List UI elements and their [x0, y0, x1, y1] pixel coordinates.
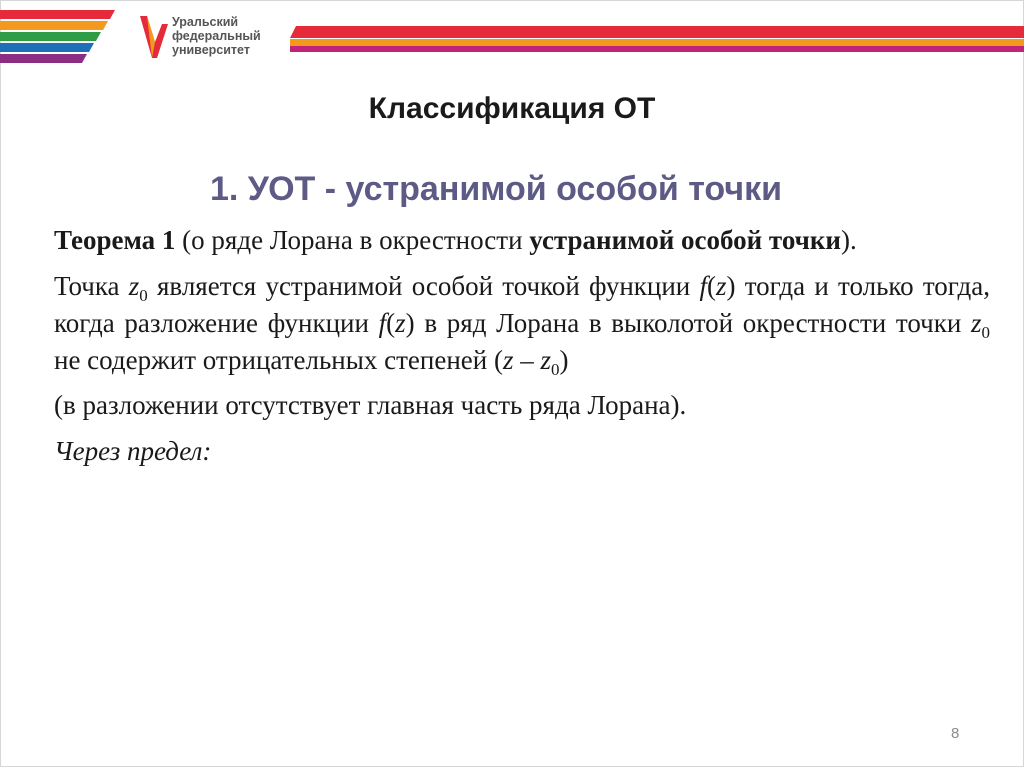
- statement-part-3: тогда и только тогда, когда разложение функции: [54, 271, 990, 338]
- paren-open: (: [386, 308, 396, 338]
- header-stripes-right: [290, 26, 1024, 52]
- stripe-right-magenta: [290, 46, 1024, 52]
- slide-title: Классификация ОТ: [368, 92, 656, 125]
- statement-part-5: не содержит отрицательных степеней (: [54, 345, 503, 375]
- theorem-heading: [54, 222, 990, 259]
- stripe-red: [0, 10, 115, 19]
- slide-body: [54, 222, 990, 470]
- paren-open: (: [706, 271, 716, 301]
- statement-part-2: является устранимой особой точкой функции: [147, 271, 700, 301]
- limit-label: Через предел:: [54, 436, 212, 466]
- variable-z: z: [128, 271, 140, 301]
- statement-part-1: Точка: [54, 271, 129, 301]
- logo-line-1: Уральский: [172, 15, 239, 29]
- variable-z: z: [540, 345, 551, 375]
- subscript-zero: 0: [139, 286, 148, 305]
- stripe-blue: [0, 43, 94, 52]
- variable-z: z: [502, 345, 514, 375]
- note-main-part: (в разложении отсутствует главная часть ряда Лорана).: [54, 390, 687, 420]
- statement-part-6: ): [559, 345, 569, 375]
- theorem-bold-term: устранимой особой точки: [529, 225, 841, 255]
- stripe-green: [0, 32, 101, 41]
- theorem-text-end: ).: [840, 225, 857, 255]
- variable-z: z: [395, 308, 406, 338]
- header-stripes-left: [0, 10, 115, 65]
- stripe-purple: [0, 54, 87, 63]
- stripe-right-orange: [290, 39, 1024, 46]
- theorem-text-start: (о ряде Лорана в окрестности: [175, 225, 530, 255]
- stripe-right-red: [290, 26, 1024, 38]
- subscript-zero: 0: [981, 323, 990, 342]
- subscript-zero: 0: [551, 360, 560, 379]
- function-f: f: [699, 271, 707, 301]
- logo-line-3: университет: [172, 43, 250, 57]
- theorem-label: Теорема 1: [54, 225, 176, 255]
- logo-mark-icon: [138, 12, 170, 60]
- paren-close: ): [405, 308, 415, 338]
- theorem-statement: [54, 268, 990, 379]
- university-logo: [138, 12, 298, 62]
- minus-sign: –: [513, 345, 541, 375]
- statement-part-4: в ряд Лорана в выколотой окрестности точки: [414, 308, 971, 338]
- variable-z: z: [715, 271, 727, 301]
- paren-close: ): [726, 271, 736, 301]
- stripe-orange: [0, 21, 108, 30]
- function-f: f: [378, 308, 387, 338]
- logo-line-2: федеральный: [172, 29, 261, 43]
- slide-subtitle: 1. УОТ - устранимой особой точки: [210, 170, 782, 208]
- variable-z: z: [970, 308, 982, 338]
- logo-text: [172, 15, 261, 57]
- page-number: 8: [951, 725, 960, 742]
